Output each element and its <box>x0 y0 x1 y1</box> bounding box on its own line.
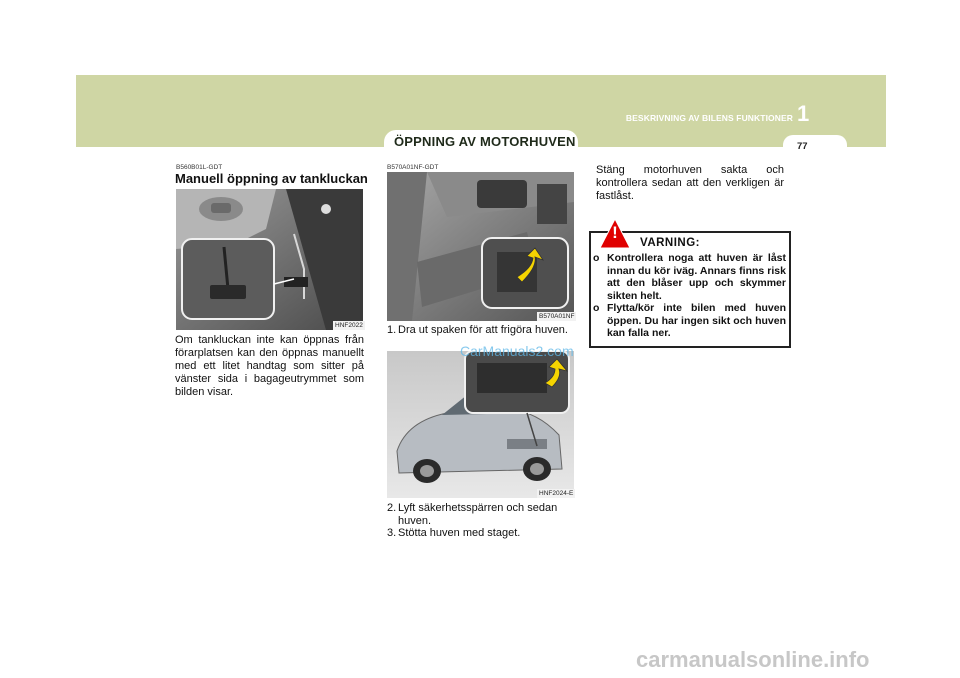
hood-lever-illustration <box>387 172 574 321</box>
warning-list <box>593 252 786 340</box>
warning-symbol: ! <box>612 223 618 242</box>
page-number-tab <box>783 135 847 155</box>
chapter-number: 1 <box>797 101 810 126</box>
step-list-2 <box>387 502 577 540</box>
fuel-door-release-image <box>176 189 363 330</box>
page-number: 77 <box>797 141 808 152</box>
warning-item: o Kontrollera noga att huven är låst innan du kör iväg. Annars finns risk att den blåser upp och skymmer sikten helt. <box>593 252 786 302</box>
left-body-text: Om tankluckan inte kan öppnas från förarplatsen kan den öppnas manuellt med ett litet handtag som sitter på vänster sida i bagageutrymmet som bilden visar. <box>175 334 364 398</box>
left-section-code: B560B01L-GDT <box>176 164 223 171</box>
car-hood-image <box>387 351 574 498</box>
section-title: ÖPPNING AV MOTORHUVEN <box>394 134 576 149</box>
mid-watermark: CarManuals2.com <box>460 343 574 359</box>
step-1: 1. Dra ut spaken för att frigöra huven. <box>387 324 568 336</box>
middle-image2-label: HNF2024-E <box>539 490 574 497</box>
car-hood-illustration <box>387 351 574 498</box>
step-2: 2. Lyft säkerhetsspärren och sedan <box>387 502 558 514</box>
middle-image1-label: B570A01NF <box>539 313 575 320</box>
left-image-label: HNF2022 <box>335 322 363 329</box>
warning-title: VARNING: <box>640 237 701 249</box>
right-intro-text: Stäng motorhuven sakta och kontrollera sedan att den verkligen är fastlåst. <box>596 164 784 202</box>
fuel-door-release-illustration <box>176 189 363 330</box>
chapter-title: BESKRIVNING AV BILENS FUNKTIONER <box>625 113 793 123</box>
hood-lever-image <box>387 172 574 321</box>
warning-item: o Flytta/kör inte bilen med huven öppen. Du har ingen sikt och huven kan falla ner. <box>593 302 786 339</box>
step-list-1 <box>387 324 577 337</box>
middle-section-code: B570A01NF-GDT <box>387 164 439 171</box>
footer-watermark: carmanualsonline.info <box>636 647 870 672</box>
left-heading: Manuell öppning av tankluckan <box>175 171 368 186</box>
step-3: 3. Stötta huven med staget. <box>387 527 521 539</box>
step-2-continued: huven. <box>398 514 432 527</box>
